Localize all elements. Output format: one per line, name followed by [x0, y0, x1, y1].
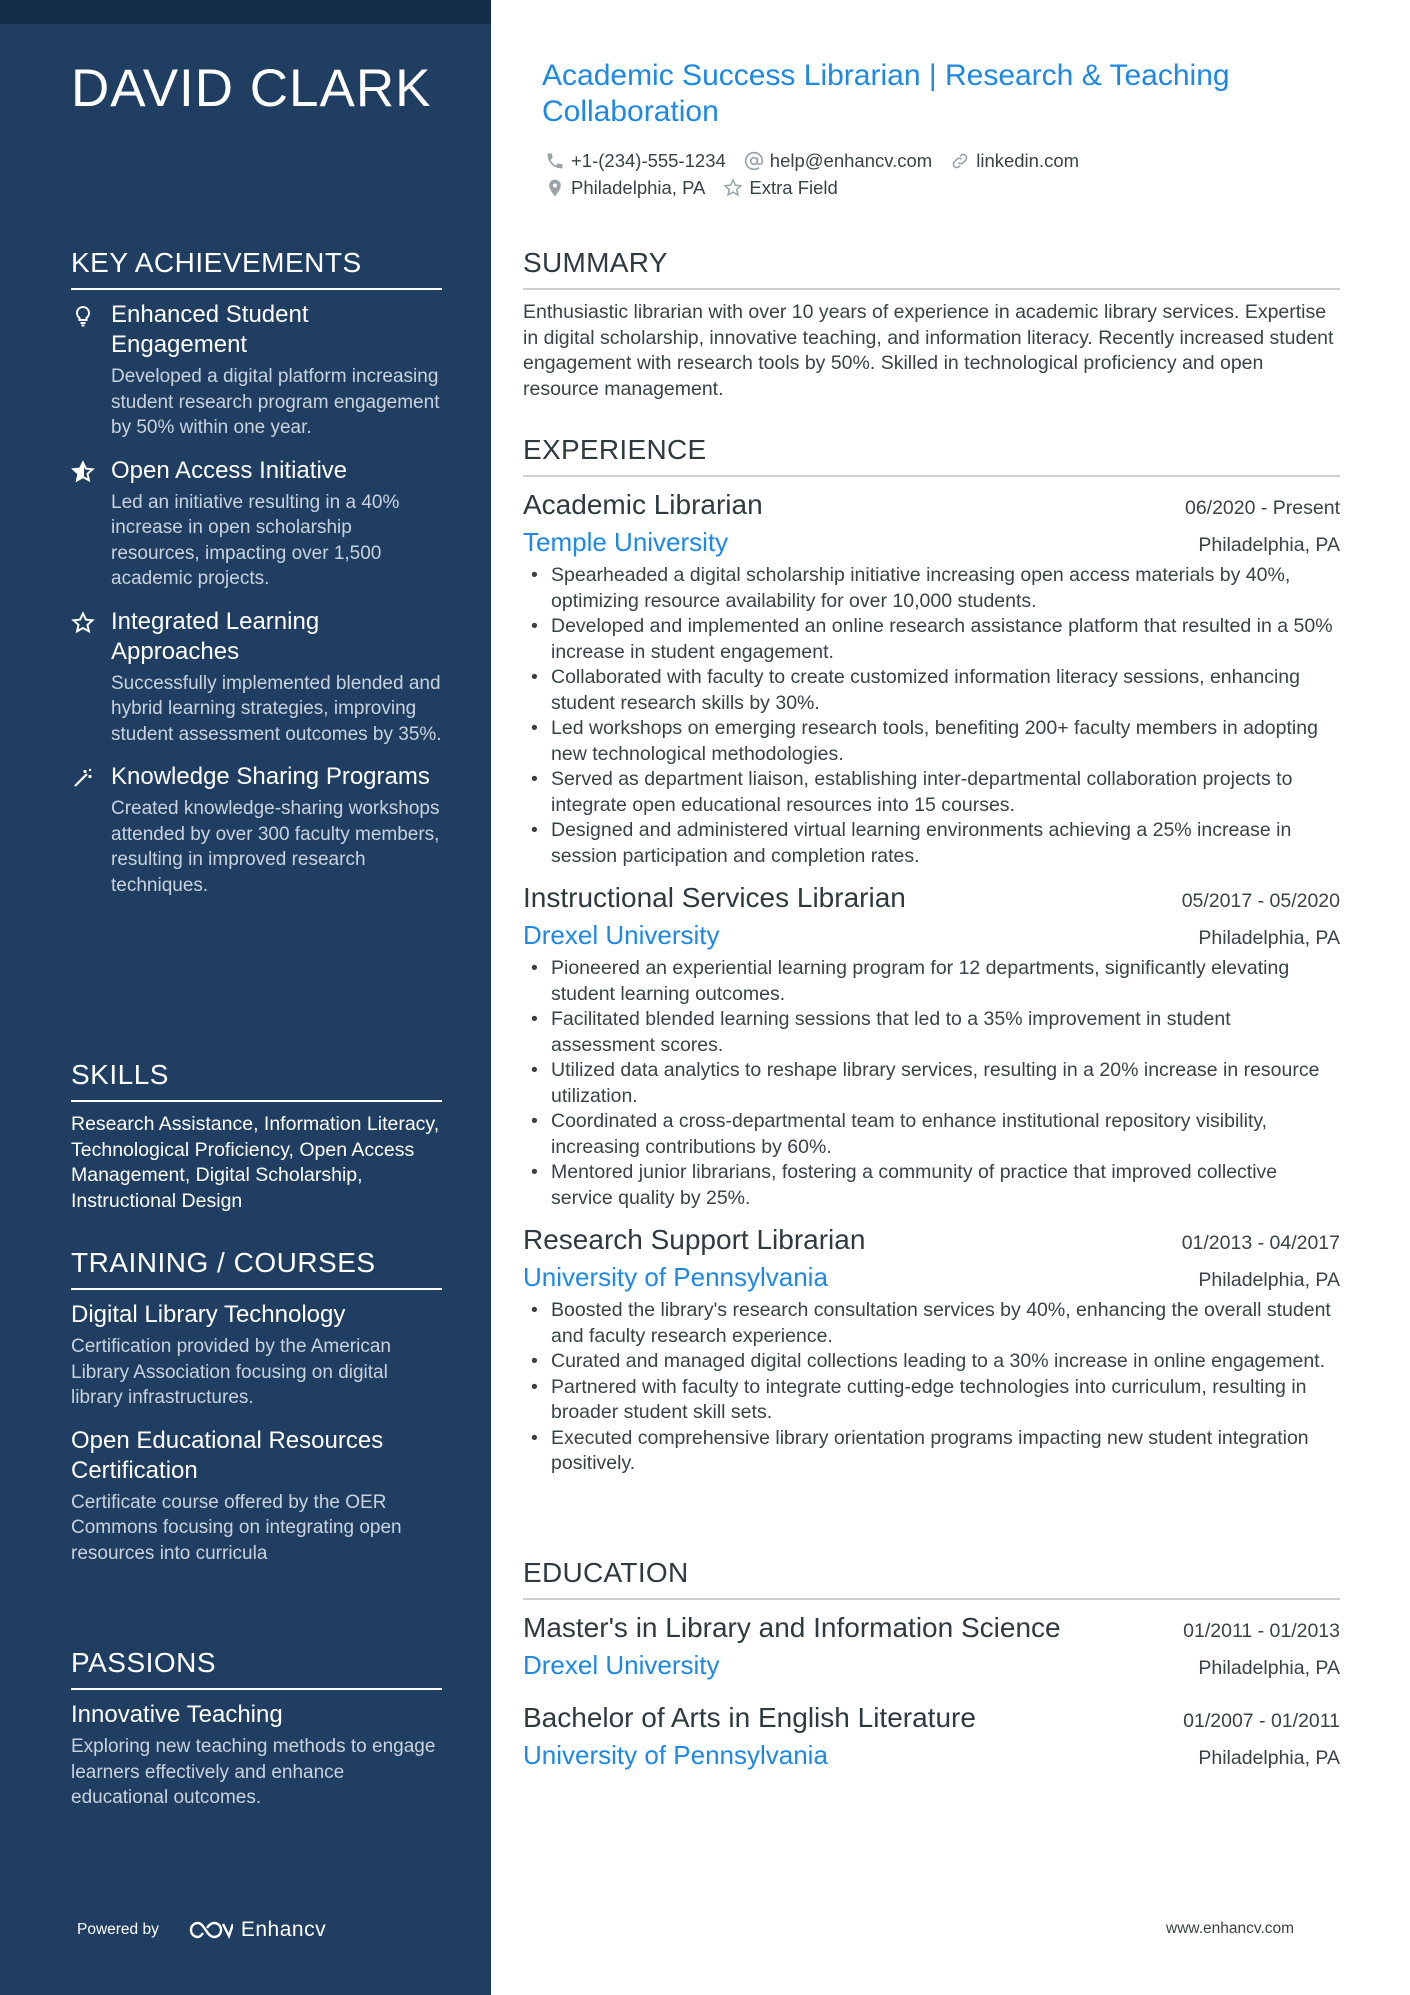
achievement-item [71, 762, 442, 898]
sidebar [0, 0, 491, 1995]
summary-title: SUMMARY [523, 247, 1340, 290]
experience-title: EXPERIENCE [523, 434, 1340, 477]
job-bullet: • Designed and administered virtual learning environments achieving a 25% increase in session participation and completion rates. [523, 818, 1340, 869]
achievement-item [71, 300, 442, 441]
location-contact [545, 177, 705, 199]
job-bullet: • Served as department liaison, establishing inter-departmental collaboration projects to integrate open educational resources into 15 courses. [523, 767, 1340, 818]
linkedin-contact[interactable] [950, 150, 1079, 172]
contact-info [545, 147, 1305, 201]
job-bullets [523, 956, 1340, 1211]
job-bullet: • Collaborated with faculty to create customized information literacy sessions, enhancing student research skills by 30%. [523, 665, 1340, 716]
education-title: EDUCATION [523, 1557, 1340, 1600]
education-date: 01/2011 - 01/2013 [1183, 1620, 1340, 1642]
job-bullet: • Executed comprehensive library orientation programs impacting new student integration positively. [523, 1426, 1340, 1477]
job-date: 01/2013 - 04/2017 [1181, 1232, 1340, 1254]
extra-field-contact [723, 177, 837, 199]
training-title: TRAINING / COURSES [71, 1247, 442, 1290]
phone-contact[interactable] [545, 150, 726, 172]
job-bullet: • Spearheaded a digital scholarship initiative increasing open access materials by 40%, optimizing resource availability for over 10,000 students. [523, 563, 1340, 614]
job-entry [523, 880, 1340, 1211]
brand-name: Enhancv [240, 1918, 327, 1941]
job-entry [523, 487, 1340, 869]
achievement-item [71, 607, 442, 748]
magic-wand-icon [71, 766, 95, 790]
powered-by-label: Powered by [77, 1921, 159, 1938]
location-pin-icon [545, 178, 565, 198]
star-icon [71, 611, 95, 635]
job-company: University of Pennsylvania [523, 1262, 828, 1292]
job-bullet: • Facilitated blended learning sessions that led to a 35% improvement in student assessment scores. [523, 1007, 1340, 1058]
summary-section [523, 247, 1340, 402]
summary-text: Enthusiastic librarian with over 10 years of experience in academic library services. Expertise in digital scholarship, innovative teaching, and information literacy. Recently increased student engagement with research tools by 50%. Skilled in technological proficiency and open resource management. [523, 301, 1334, 400]
email-text: help@enhancv.com [769, 149, 933, 171]
achievement-title: Integrated Learning Approaches [111, 607, 320, 665]
job-date: 06/2020 - Present [1184, 497, 1340, 519]
achievement-title: Open Access Initiative [111, 456, 348, 484]
passions-section [71, 1647, 442, 1826]
school-name: University of Pennsylvania [523, 1740, 828, 1770]
achievement-item [71, 456, 442, 592]
job-bullet: • Utilized data analytics to reshape library services, resulting in a 20% increase in resource utilization. [523, 1058, 1340, 1109]
passion-item [71, 1700, 442, 1811]
job-bullets [523, 1298, 1340, 1477]
phone-text: +1-(234)-555-1234 [571, 149, 726, 171]
headline: Academic Success Librarian | Research & Teaching Collaboration [542, 59, 1230, 128]
footer-url[interactable]: www.enhancv.com [1166, 1920, 1295, 1937]
experience-section [523, 434, 1340, 1488]
skills-section [71, 1059, 442, 1214]
phone-icon [545, 151, 565, 171]
achievement-desc: Created knowledge-sharing workshops attended by over 300 faculty members, resulting in improved research techniques. [111, 798, 440, 896]
school-name: Drexel University [523, 1650, 720, 1680]
degree-title: Bachelor of Arts in English Literature [523, 1702, 976, 1733]
achievement-desc: Successfully implemented blended and hybrid learning strategies, improving student assessment outcomes by 35%. [111, 672, 442, 745]
job-title: Academic Librarian [523, 489, 763, 520]
job-location: Philadelphia, PA [1198, 927, 1340, 949]
lightbulb-icon [71, 304, 95, 328]
course-title: Open Educational Resources Certification [71, 1426, 384, 1484]
skills-title: SKILLS [71, 1059, 442, 1102]
course-item [71, 1300, 442, 1411]
job-bullet: • Partnered with faculty to integrate cutting-edge technologies into curriculum, resulting in broader student skill sets. [523, 1375, 1340, 1426]
at-icon [744, 151, 764, 171]
job-bullet: • Boosted the library's research consultation services by 40%, enhancing the overall student and faculty research experience. [523, 1298, 1340, 1349]
course-item [71, 1426, 442, 1567]
school-location: Philadelphia, PA [1198, 1657, 1340, 1679]
sidebar-top-bar [0, 0, 491, 24]
job-bullets [523, 563, 1340, 869]
candidate-name: DAVID CLARK [71, 59, 432, 118]
achievement-desc: Developed a digital platform increasing student research program engagement by 50% within one year. [111, 366, 440, 438]
passion-desc: Exploring new teaching methods to engage learners effectively and enhance educational outcomes. [71, 1736, 436, 1808]
training-section [71, 1247, 442, 1581]
passions-title: PASSIONS [71, 1647, 442, 1690]
skills-list: Research Assistance, Information Literacy, Technological Proficiency, Open Access Management, Digital Scholarship, Instructional Design [71, 1113, 440, 1212]
star-outline-icon [723, 178, 743, 198]
job-date: 05/2017 - 05/2020 [1181, 890, 1340, 912]
achievement-title: Knowledge Sharing Programs [111, 763, 430, 790]
job-bullet: • Coordinated a cross-departmental team to enhance institutional repository visibility, increasing contributions by 60%. [523, 1109, 1340, 1160]
education-date: 01/2007 - 01/2011 [1183, 1710, 1340, 1732]
job-bullet: • Mentored junior librarians, fostering a community of practice that improved collective service quality by 25%. [523, 1160, 1340, 1211]
achievement-desc: Led an initiative resulting in a 40% increase in open scholarship resources, impacting over 1,500 academic projects. [111, 491, 400, 589]
education-entry [523, 1610, 1340, 1682]
school-location: Philadelphia, PA [1198, 1747, 1340, 1769]
course-desc: Certification provided by the American Library Association focusing on digital library infrastructures. [71, 1336, 391, 1408]
job-company: Temple University [523, 527, 729, 557]
powered-by [77, 1918, 326, 1942]
job-bullet: • Curated and managed digital collections leading to a 30% increase in online engagement. [523, 1349, 1340, 1375]
key-achievements-section [71, 247, 442, 913]
job-location: Philadelphia, PA [1198, 534, 1340, 556]
job-entry [523, 1222, 1340, 1477]
enhancv-logo-icon [187, 1918, 233, 1942]
course-desc: Certificate course offered by the OER Commons focusing on integrating open resources into curricula [71, 1491, 402, 1564]
job-bullet: • Developed and implemented an online research assistance platform that resulted in a 50% increase in student engagement. [523, 614, 1340, 665]
extra-field-text: Extra Field [749, 176, 838, 198]
job-company: Drexel University [523, 920, 720, 950]
job-location: Philadelphia, PA [1198, 1269, 1340, 1291]
link-icon [950, 151, 970, 171]
passion-title: Innovative Teaching [71, 1701, 283, 1728]
achievement-title: Enhanced Student Engagement [111, 301, 309, 358]
job-title: Instructional Services Librarian [523, 882, 906, 913]
email-contact[interactable] [744, 150, 932, 172]
location-text: Philadelphia, PA [571, 176, 706, 198]
star-half-icon [71, 460, 95, 484]
education-entry [523, 1700, 1340, 1772]
key-achievements-title: KEY ACHIEVEMENTS [71, 247, 442, 290]
linkedin-text: linkedin.com [976, 149, 1080, 171]
course-title: Digital Library Technology [71, 1301, 346, 1328]
degree-title: Master's in Library and Information Science [523, 1612, 1061, 1643]
job-bullet: • Pioneered an experiential learning program for 12 departments, significantly elevating student learning outcomes. [523, 956, 1340, 1007]
job-bullet: • Led workshops on emerging research tools, benefiting 200+ faculty members in adopting new technological methodologies. [523, 716, 1340, 767]
education-section [523, 1557, 1340, 1790]
job-title: Research Support Librarian [523, 1224, 866, 1255]
